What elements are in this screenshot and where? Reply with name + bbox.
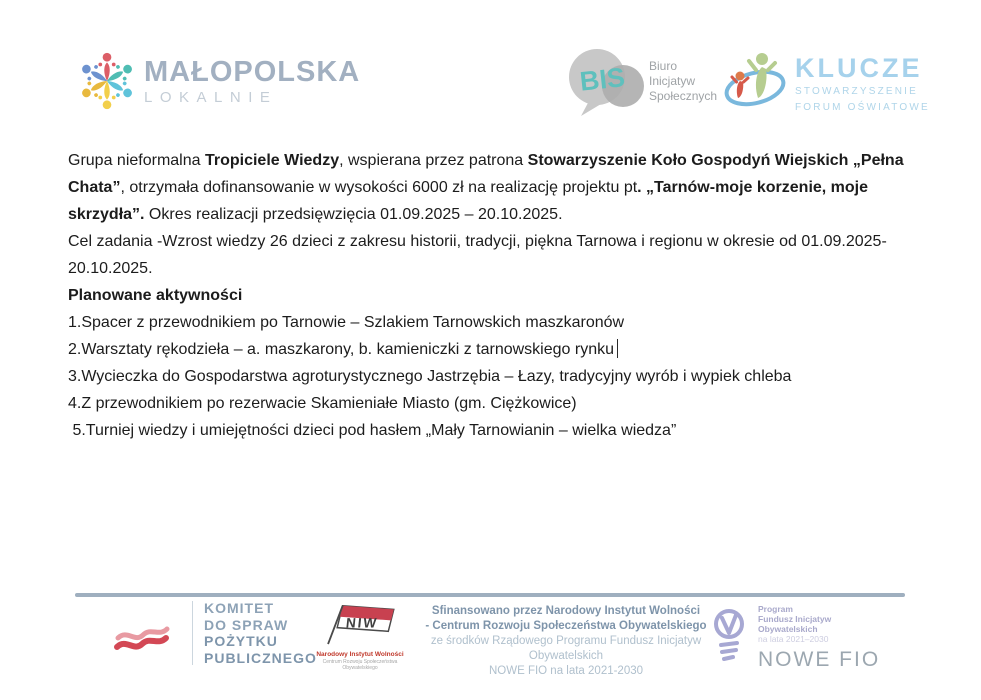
lightbulb-icon [710, 608, 748, 668]
komitet-line4: PUBLICZNEGO [204, 649, 317, 666]
fio-small2: Fundusz Inicjatyw [758, 614, 832, 624]
bis-acronym: BIS [578, 62, 627, 97]
bis-logo [563, 45, 717, 117]
activity-item-4: 4.Z przewodnikiem po rezerwacie Skamieniałe Miasto (gm. Ciężkowice) [68, 395, 577, 412]
klucze-subtitle1: STOWARZYSZENIE [795, 86, 919, 97]
fio-small3: Obywatelskich [758, 624, 818, 634]
funding-line3: ze środków Rządowego Programu Fundusz Inicjatyw Obywatelskich [430, 635, 702, 662]
komitet-line3: POŻYTKU [204, 633, 278, 649]
komitet-line2: DO SPRAW [204, 616, 289, 633]
fio-title: NOWE FIO [758, 648, 881, 671]
star-figures-icon [76, 50, 138, 112]
text-cursor [617, 339, 619, 358]
bis-line3: Społecznych [649, 88, 718, 103]
funding-line1: Sfinansowano przez Narodowy Instytut Wolności [431, 605, 701, 617]
fio-years: na lata 2021–2030 [758, 634, 829, 644]
klucze-title: KLUCZE [795, 53, 923, 83]
komitet-divider [192, 601, 193, 665]
malopolska-lokalnie-logo [76, 50, 360, 112]
activity-item-3: 3.Wycieczka do Gospodarstwa agroturystycznego Jastrzębia – Łazy, tradycyjny wyrób i wypiek chleba [68, 368, 792, 385]
cheering-figures-icon [723, 48, 787, 112]
nowe-fio-logo [710, 604, 880, 672]
activity-item-2: 2.Warsztaty rękodzieła – a. maszkarony, b. kamieniczki z tarnowskiego rynku [68, 336, 913, 363]
niw-flag-icon [317, 603, 403, 645]
komitet-line1: KOMITET [204, 600, 274, 616]
klucze-logo [723, 48, 930, 114]
klucze-subtitle2: FORUM OŚWIATOWE [795, 102, 930, 113]
bis-line1: Biuro [649, 58, 678, 73]
activities-heading: Planowane aktywności [68, 287, 243, 304]
funding-line2: - Centrum Rozwoju Społeczeństwa Obywatelskiego [425, 620, 707, 632]
activity-item-1: 1.Spacer z przewodnikiem po Tarnowie – Szlakiem Tarnowskich maszkaronów [68, 314, 625, 331]
niw-name: Narodowy Instytut Wolności [316, 651, 404, 658]
paragraph-goal: Cel zadania -Wzrost wiedzy 26 dzieci z zakresu historii, tradycji, piękna Tarnowa i regionu w okresie od 01.09.2025-20.10.2025. [68, 233, 887, 277]
paragraph-intro: Grupa nieformalna Tropiciele Wiedzy, wspierana przez patrona Stowarzyszenie Koło Gospodyń Wiejskich „Pełna Chata”, otrzymała dofinansowanie w wysokości 6000 zł na realizację projektu pt. „Tarnów-moje korzenie, moje skrzydła”. Okres realizacji przedsięwzięcia 01.09.2025 – 20.10.2025. [68, 152, 904, 223]
komitet-logo [114, 600, 317, 666]
speech-bubbles-icon [563, 45, 647, 117]
footer-divider [75, 593, 905, 597]
niw-acronym: NIW [345, 615, 379, 631]
malopolska-title: MAŁOPOLSKA [144, 55, 361, 88]
document-body [68, 147, 913, 444]
fio-small1: Program [758, 604, 793, 614]
niw-subname: Centrum Rozwoju Społeczeństwa Obywatelskiego [322, 659, 398, 671]
funding-statement [398, 604, 734, 679]
flag-ribbon-icon [114, 620, 170, 660]
funding-line4: NOWE FIO na lata 2021-2030 [488, 665, 644, 677]
activity-item-5: 5.Turniej wiedzy i umiejętności dzieci pod hasłem „Mały Tarnowianin – wielka wiedza” [68, 422, 677, 439]
bis-line2: Inicjatyw [649, 73, 696, 88]
malopolska-subtitle: LOKALNIE [144, 88, 278, 106]
